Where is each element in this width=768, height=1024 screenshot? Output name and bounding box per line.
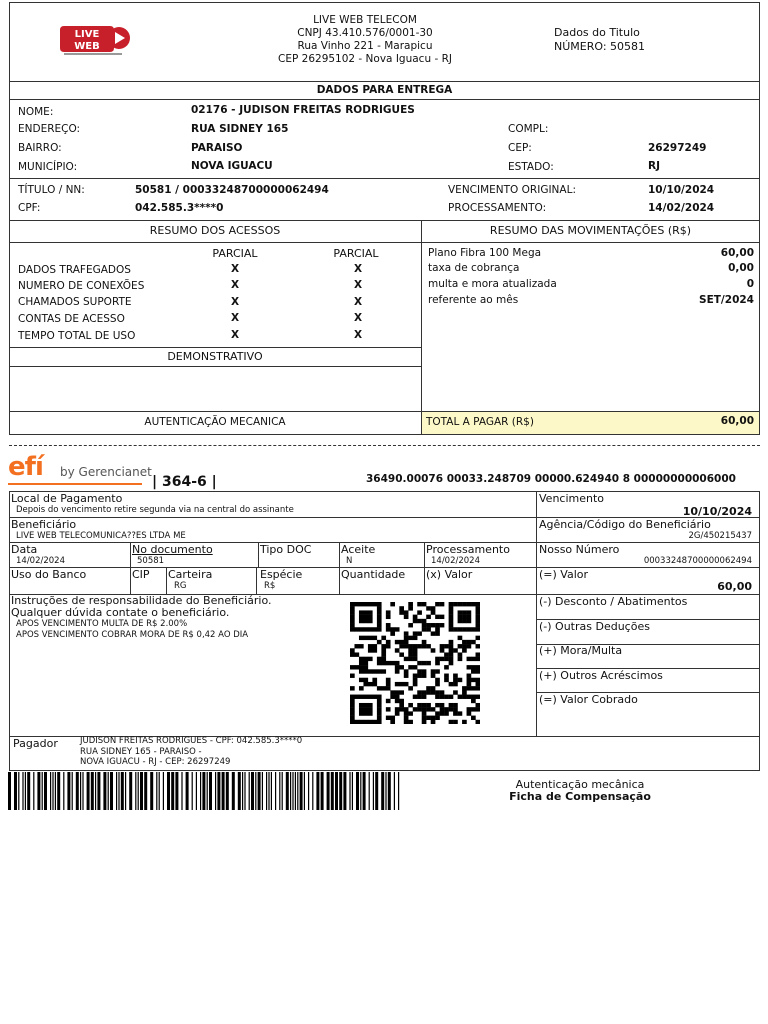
autenticacao-label: AUTENTICAÇÃO MECANICA bbox=[144, 416, 286, 428]
bank-code: | 364-6 | bbox=[152, 474, 217, 490]
acessos-col2: PARCIAL bbox=[333, 247, 379, 260]
pix-qr-code-icon bbox=[350, 602, 480, 724]
acessos-row-label: DADOS TRAFEGADOS bbox=[18, 264, 131, 276]
acessos-row-a: X bbox=[230, 296, 240, 308]
live-web-logo-icon bbox=[58, 22, 132, 56]
processamento-label: PROCESSAMENTO: bbox=[448, 202, 547, 214]
company-name: LIVE WEB TELECOM bbox=[313, 14, 417, 26]
cobrado-label: (=) Valor Cobrado bbox=[539, 693, 638, 706]
acessos-row-a: X bbox=[230, 312, 240, 324]
mora-label: (+) Mora/Multa bbox=[539, 644, 623, 657]
acessos-row-b: X bbox=[353, 329, 363, 341]
valor-value: 60,00 bbox=[717, 580, 752, 593]
movimentacoes-title: RESUMO DAS MOVIMENTAÇÕES (R$) bbox=[489, 224, 692, 237]
acessos-col1: PARCIAL bbox=[212, 247, 258, 260]
proc-value: 14/02/2024 bbox=[431, 556, 480, 566]
valor-label: (=) Valor bbox=[539, 568, 589, 581]
acessos-row-label: CHAMADOS SUPORTE bbox=[18, 296, 132, 308]
endereco-label: ENDEREÇO: bbox=[18, 123, 81, 135]
pagador-line: NOVA IGUACU - RJ - CEP: 26297249 bbox=[80, 757, 231, 767]
data-value: 14/02/2024 bbox=[16, 556, 65, 566]
instrucoes-multa: APOS VENCIMENTO MULTA DE R$ 2.00% bbox=[16, 619, 188, 629]
acessos-row-b: X bbox=[353, 279, 363, 291]
company-cnpj: CNPJ 43.410.576/0001-30 bbox=[297, 27, 433, 39]
municipio-label: MUNICÍPIO: bbox=[18, 161, 78, 173]
vencimento-value: 10/10/2024 bbox=[682, 505, 752, 518]
compl-label: COMPL: bbox=[508, 123, 549, 135]
municipio-value: NOVA IGUACU bbox=[191, 160, 273, 172]
estado-value: RJ bbox=[648, 160, 660, 172]
demonstrativo-title: DEMONSTRATIVO bbox=[167, 350, 263, 363]
company-address: Rua Vinho 221 - Marapicu bbox=[297, 40, 433, 52]
numero-titulo: NÚMERO: 50581 bbox=[554, 40, 646, 53]
mov-row-value: 0,00 bbox=[728, 262, 754, 274]
instrucoes-mora: APOS VENCIMENTO COBRAR MORA DE R$ 0,42 AO DIA bbox=[16, 630, 249, 640]
venc-original-value: 10/10/2024 bbox=[648, 184, 715, 196]
cpf-value: 042.585.3****0 bbox=[135, 202, 224, 214]
instrucoes-line: Qualquer dúvida contate o beneficiário. bbox=[11, 606, 230, 619]
entrega-title: DADOS PARA ENTREGA bbox=[316, 84, 453, 96]
acessos-row-a: X bbox=[230, 279, 240, 291]
mov-row-label: referente ao mês bbox=[428, 294, 519, 306]
mov-row-label: multa e mora atualizada bbox=[428, 278, 557, 290]
agencia-value: 2G/450215437 bbox=[688, 531, 752, 541]
acessos-title: RESUMO DOS ACESSOS bbox=[149, 224, 281, 237]
titulo-value: 50581 / 00033248700000062494 bbox=[135, 184, 329, 196]
acessos-row-label: NUMERO DE CONEXÕES bbox=[18, 280, 145, 292]
bairro-label: BAIRRO: bbox=[18, 142, 62, 154]
acessos-row-b: X bbox=[353, 296, 363, 308]
mov-row-label: Plano Fibra 100 Mega bbox=[428, 247, 542, 259]
processamento-value: 14/02/2024 bbox=[648, 202, 715, 214]
pagador-line: JUDISON FREITAS RODRIGUES - CPF: 042.585.3****0 bbox=[80, 736, 303, 746]
acessos-row-b: X bbox=[353, 263, 363, 275]
autenticacao-mecanica-label: Autenticação mecânica bbox=[515, 778, 645, 791]
barcode-icon bbox=[8, 772, 400, 810]
svg-text:LIVE: LIVE bbox=[74, 29, 100, 40]
instrucoes-line: Instruções de responsabilidade do Beneficiário. bbox=[11, 594, 272, 607]
acessos-row-a: X bbox=[230, 263, 240, 275]
nosso-value: 00033248700000062494 bbox=[643, 556, 752, 566]
endereco-value: RUA SIDNEY 165 bbox=[191, 123, 289, 135]
tipodoc-label: Tipo DOC bbox=[260, 543, 312, 556]
estado-label: ESTADO: bbox=[508, 161, 554, 173]
nosso-label: Nosso Número bbox=[539, 543, 620, 556]
deducoes-label: (-) Outras Deduções bbox=[539, 620, 650, 633]
mov-row-value: 60,00 bbox=[720, 247, 754, 259]
ficha-compensacao-label: Ficha de Compensação bbox=[509, 790, 651, 803]
mov-row-label: taxa de cobrança bbox=[428, 262, 520, 274]
cep-label: CEP: bbox=[508, 142, 532, 154]
total-label: TOTAL A PAGAR (R$) bbox=[426, 416, 534, 428]
cpf-label: CPF: bbox=[18, 202, 41, 214]
cut-line bbox=[9, 445, 760, 446]
venc-original-label: VENCIMENTO ORIGINAL: bbox=[448, 184, 576, 196]
bairro-value: PARAISO bbox=[191, 142, 243, 154]
total-value: 60,00 bbox=[720, 415, 754, 427]
nodoc-label: No documento bbox=[132, 543, 213, 556]
acrescimos-label: (+) Outros Acréscimos bbox=[539, 669, 663, 682]
local-value: Depois do vencimento retire segunda via na central do assinante bbox=[16, 505, 294, 515]
carteira-label: Carteira bbox=[168, 568, 213, 581]
boleto-page: LIVE WEB LIVE WEB TELECOM CNPJ 43.410.576/0001-30 Rua Vinho 221 - Marapicu CEP 26295102 - Nova Iguacu - RJ Dados do Titulo NÚMERO: 50581 DADOS PARA ENTREGA NOME: 02176 - JUDISON FREITAS RODRIGUES ENDEREÇO: RUA SIDNEY 165 COMPL: BAIRRO: PARAISO CEP: 26297249 MUNICÍPIO: NOVA IGUACU ESTADO: RJ TÍTULO / NN: 50581 / 00033248700000062494 CPF: 042.585.3****0 VENCIMENTO ORIGINAL: 10/10/2024 PROCESSAMENTO: 14/02/2024 RESUMO DOS ACESSOS RESUMO DAS MOVIMENTAÇÕES (R$) PARCIAL PARCIAL DADOS TRAFEGADOS X X NUMERO DE CONEXÕES X X CHAMADOS SUPORTE X X CONTAS DE ACESSO X X TEMPO TOTAL DE USO X X DEMONSTRATIVO Plano Fibra 100 Mega 60,00 taxa de cobrança 0,00 multa e mora atualizada 0 referente ao mês SET/2024 AUTENTICAÇÃO MECANICA TOTAL A PAGAR (R$) 60,00 efí by Gerencianet | 364-6 | 36490.00076 00033.248709 00000.624940 8 00000000006000 Local de Pagamento Depois do vencimento retire segunda via na central do assinante Vencimento 10/10/2024 Beneficiário LIVE WEB TELECOMUNICA??ES LTDA ME Agência/Código do Beneficiário 2G/450215437 Data 14/02/2024 No documento 50581 Tipo DOC Aceite N Processamento 14/02/2024 Nosso Número 00033248700000062494 Uso do Banco CIP Carteira RG Espécie R$ Quantidade (x) Valor (=) Valor 60,00 Instruções de responsabilidade do Beneficiário. Qualquer dúvida contate o beneficiário. APOS VENCIMENTO MULTA DE R$ 2.00% APOS VENCIMENTO COBRAR MORA DE R$ 0,42 AO DIA (-) Desconto / Abatimentos (-) Outras Deduções (+) Mora/Multa (+) Outros Acréscimos (=) Valor Cobrado Pagador JUDISON FREITAS RODRIGUES - CPF: 042.585.3****0 RUA SIDNEY 165 - PARAISO - NOVA IGUACU - RJ - CEP: 26297249 Autenticação mecânica Ficha de Compensação bbox=[0, 0, 768, 1024]
dados-titulo-label: Dados do Titulo bbox=[554, 26, 640, 39]
data-label: Data bbox=[11, 543, 38, 556]
beneficiario-label: Beneficiário bbox=[11, 518, 77, 531]
pagador-label: Pagador bbox=[13, 737, 58, 750]
acessos-row-b: X bbox=[353, 312, 363, 324]
vencimento-label: Vencimento bbox=[539, 492, 605, 505]
cep-value: 26297249 bbox=[648, 142, 707, 154]
nodoc-value: 50581 bbox=[137, 556, 165, 566]
xvalor-label: (x) Valor bbox=[426, 568, 473, 581]
local-label: Local de Pagamento bbox=[11, 492, 123, 505]
linha-digitavel: 36490.00076 00033.248709 00000.624940 8 00000000006000 bbox=[366, 473, 736, 485]
acessos-row-label: CONTAS DE ACESSO bbox=[18, 313, 125, 325]
carteira-value: RG bbox=[174, 581, 187, 591]
mov-row-value: SET/2024 bbox=[699, 294, 754, 306]
acessos-row-label: TEMPO TOTAL DE USO bbox=[18, 330, 136, 342]
titulo-label: TÍTULO / NN: bbox=[18, 184, 85, 196]
cip-label: CIP bbox=[132, 568, 150, 581]
desconto-label: (-) Desconto / Abatimentos bbox=[539, 595, 688, 608]
aceite-value: N bbox=[346, 556, 353, 566]
aceite-label: Aceite bbox=[341, 543, 376, 556]
mov-row-value: 0 bbox=[746, 278, 754, 290]
proc-label: Processamento bbox=[426, 543, 510, 556]
nome-value: 02176 - JUDISON FREITAS RODRIGUES bbox=[191, 104, 415, 116]
especie-label: Espécie bbox=[260, 568, 303, 581]
agencia-label: Agência/Código do Beneficiário bbox=[539, 518, 711, 531]
quantidade-label: Quantidade bbox=[341, 568, 406, 581]
usobanco-label: Uso do Banco bbox=[11, 568, 87, 581]
pagador-line: RUA SIDNEY 165 - PARAISO - bbox=[80, 747, 202, 757]
company-cep: CEP 26295102 - Nova Iguacu - RJ bbox=[278, 53, 452, 65]
beneficiario-value: LIVE WEB TELECOMUNICA??ES LTDA ME bbox=[16, 531, 186, 541]
especie-value: R$ bbox=[264, 581, 276, 591]
svg-text:WEB: WEB bbox=[74, 41, 100, 52]
acessos-row-a: X bbox=[230, 329, 240, 341]
nome-label: NOME: bbox=[18, 106, 54, 118]
